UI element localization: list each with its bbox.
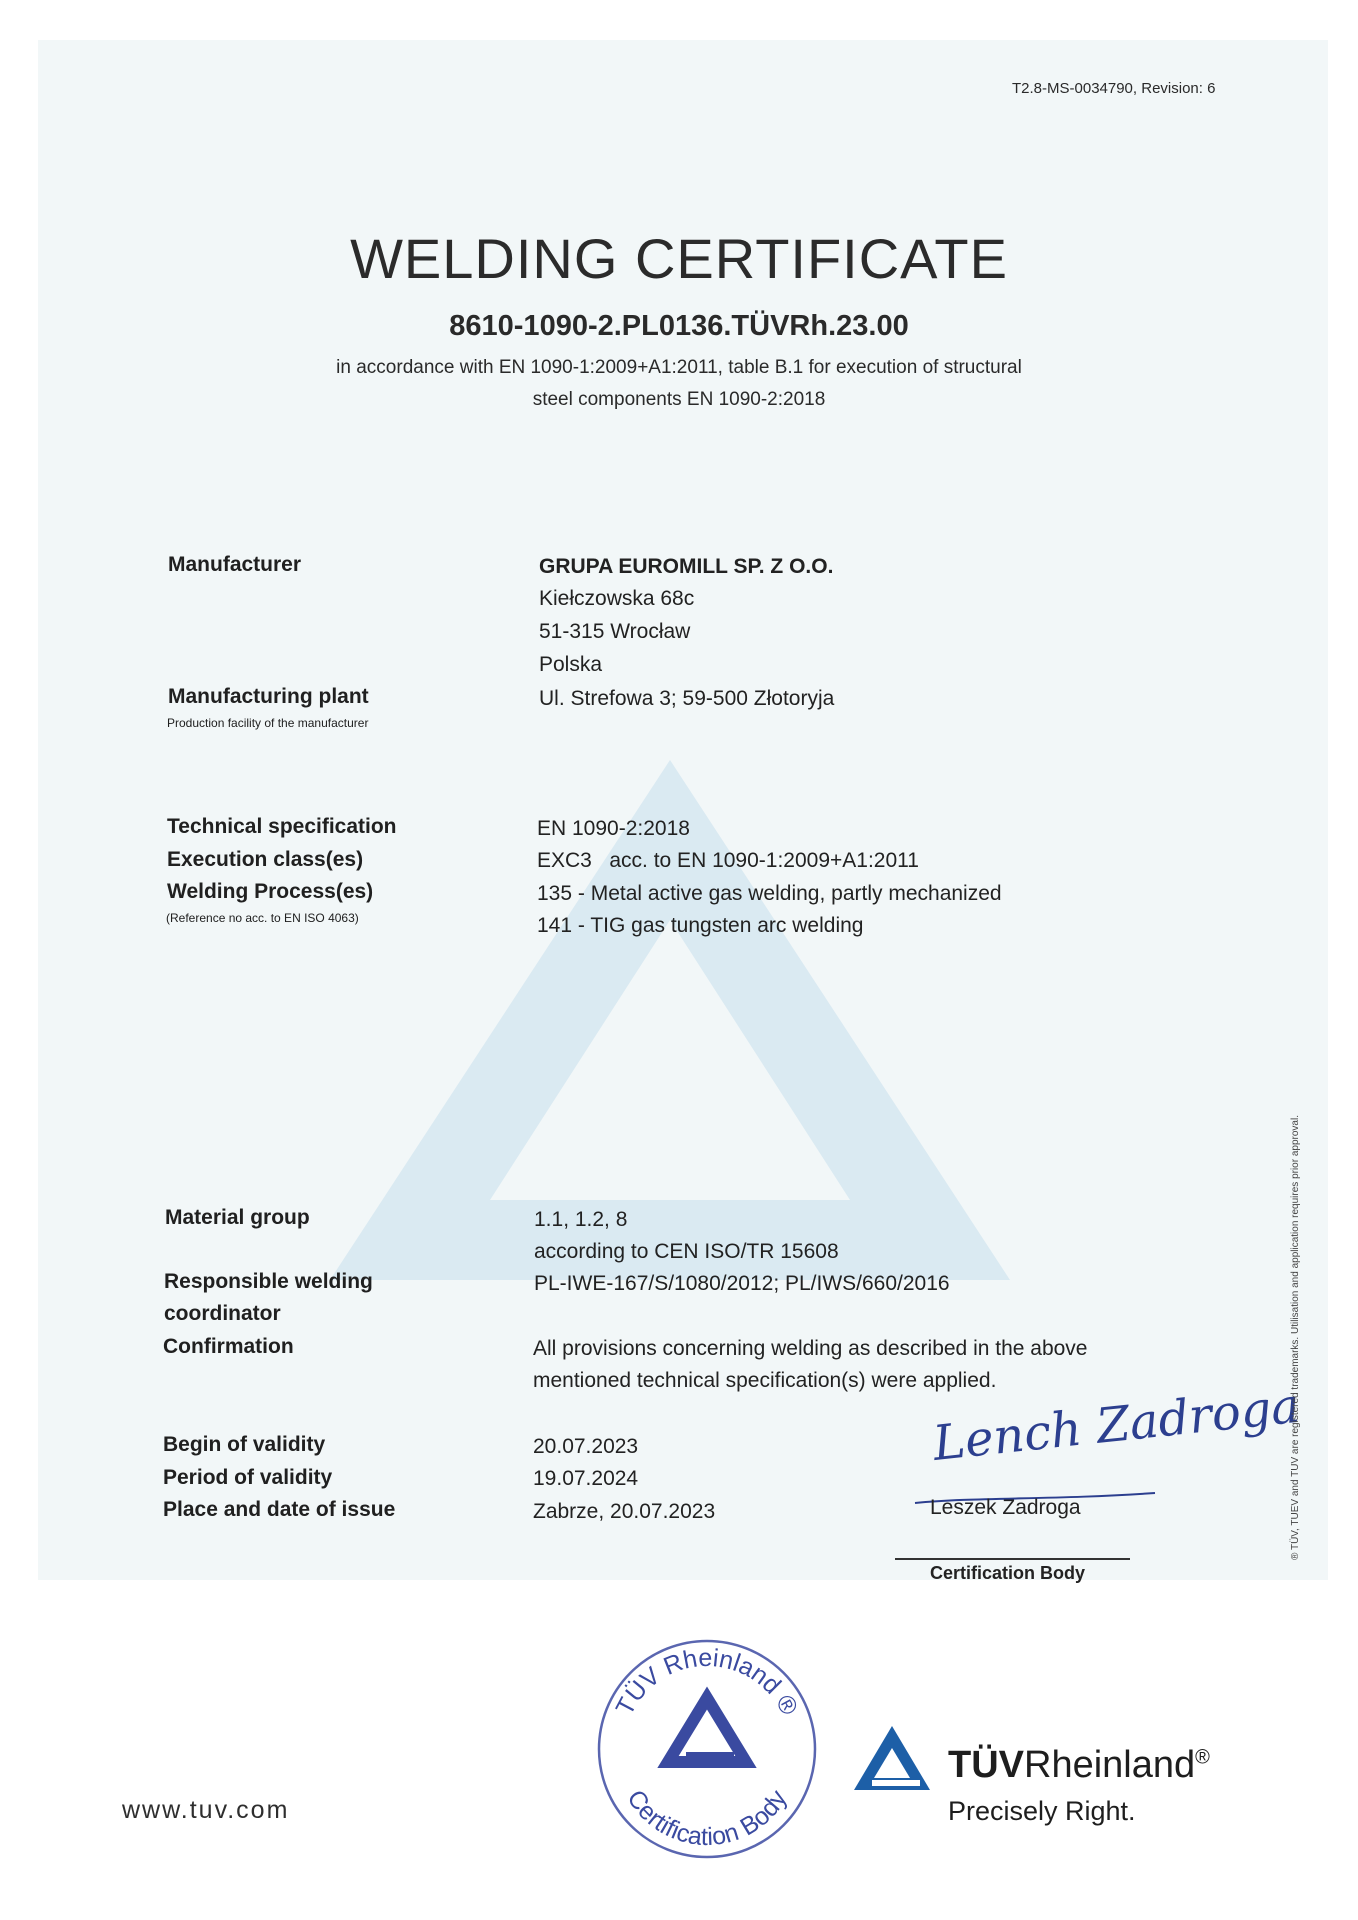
techspec-label: Technical specification [167, 815, 397, 838]
material-group-value-2: according to CEN ISO/TR 15608 [534, 1240, 839, 1263]
begin-validity-label: Begin of validity [163, 1433, 326, 1456]
trademark-note: ® TÜV, TUEV and TUV are registered trademarks. Utilisation and application requires prior approval. [1290, 1115, 1301, 1560]
manufacturer-name: GRUPA EUROMILL SP. Z O.O. [539, 555, 834, 578]
certification-seal [594, 1636, 820, 1862]
welding-process-value-2: 141 - TIG gas tungsten arc welding [537, 914, 864, 937]
svg-text:TÜV Rheinland ®: TÜV Rheinland ® [610, 1643, 804, 1720]
material-group-value-1: 1.1, 1.2, 8 [534, 1208, 628, 1231]
execution-class-label: Execution class(es) [167, 848, 364, 871]
document-reference: T2.8-MS-0034790, Revision: 6 [1012, 80, 1216, 97]
welding-process-value-1: 135 - Metal active gas welding, partly mechanized [537, 882, 1002, 905]
period-validity-value: 19.07.2024 [533, 1467, 639, 1490]
begin-validity-value: 20.07.2023 [533, 1435, 639, 1458]
plant-sublabel: Production facility of the manufacturer [167, 716, 369, 730]
confirmation-label: Confirmation [163, 1335, 294, 1358]
svg-text:Certification Body: Certification Body [621, 1784, 793, 1852]
website-url: www.tuv.com [122, 1796, 290, 1824]
techspec-value: EN 1090-2:2018 [537, 817, 690, 840]
signatory-name: Leszek Zadroga [930, 1496, 1081, 1519]
svg-text:Lench Zadroga: Lench Zadroga [930, 1377, 1303, 1472]
confirmation-value-2: mentioned technical specification(s) were applied. [533, 1369, 997, 1392]
coordinator-label-2: coordinator [164, 1302, 281, 1325]
material-group-label: Material group [165, 1206, 310, 1229]
brand-name: TÜVRheinland® [948, 1744, 1210, 1786]
plant-label: Manufacturing plant [168, 685, 369, 708]
signature-line [895, 1558, 1130, 1560]
certificate-title: WELDING CERTIFICATE [350, 227, 1008, 290]
welding-process-sublabel: (Reference no acc. to EN ISO 4063) [166, 911, 359, 925]
certification-body-label: Certification Body [930, 1563, 1086, 1583]
manufacturer-label: Manufacturer [168, 553, 302, 576]
execution-class-value: EXC3 acc. to EN 1090-1:2009+A1:2011 [537, 849, 919, 872]
coordinator-label-1: Responsible welding [164, 1270, 373, 1293]
place-date-value: Zabrze, 20.07.2023 [533, 1500, 716, 1523]
manufacturer-address-line-2: 51-315 Wrocław [539, 620, 691, 643]
manufacturer-address-line-1: Kiełczowska 68c [539, 587, 695, 610]
coordinator-value: PL-IWE-167/S/1080/2012; PL/IWS/660/2016 [534, 1272, 950, 1295]
tuv-logo-triangle-icon [852, 1724, 932, 1794]
certificate-number: 8610-1090-2.PL0136.TÜVRh.23.00 [449, 310, 909, 342]
confirmation-value-1: All provisions concerning welding as described in the above [533, 1337, 1088, 1360]
place-date-label: Place and date of issue [163, 1498, 396, 1521]
manufacturer-address-line-3: Polska [539, 653, 603, 676]
welding-process-label: Welding Process(es) [167, 880, 374, 903]
accordance-line-2: steel components EN 1090-2:2018 [532, 389, 826, 410]
accordance-line-1: in accordance with EN 1090-1:2009+A1:2011, table B.1 for execution of structural [336, 357, 1022, 378]
period-validity-label: Period of validity [163, 1466, 333, 1489]
plant-value: Ul. Strefowa 3; 59-500 Złotoryja [539, 687, 835, 710]
brand-tagline: Precisely Right. [948, 1796, 1136, 1826]
